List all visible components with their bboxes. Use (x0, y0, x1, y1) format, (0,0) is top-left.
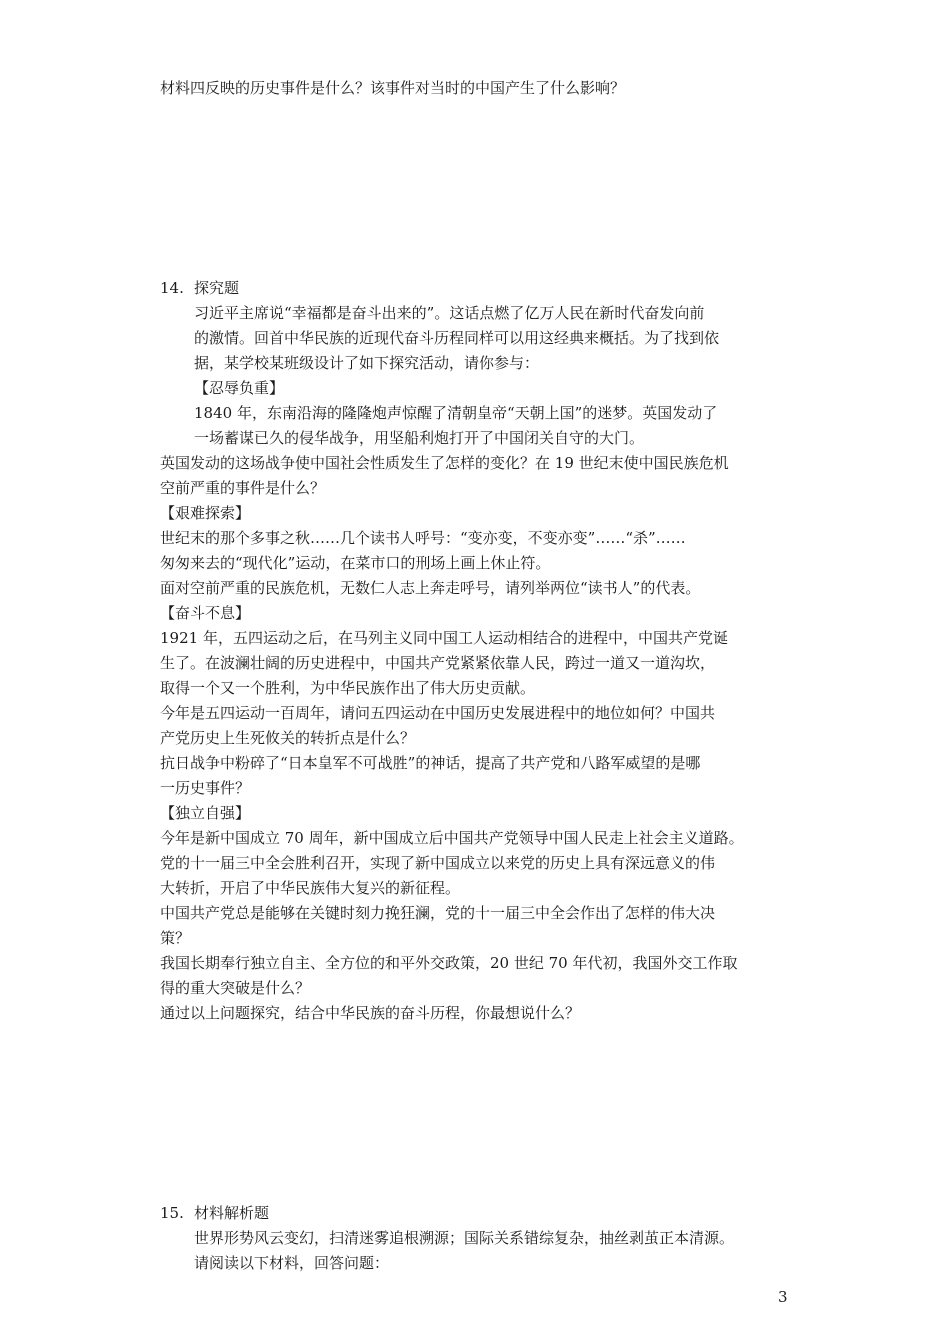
question-title-15: 材料解析题 (194, 1204, 270, 1222)
text-line: 取得一个又一个胜利，为中华民族作出了伟大历史贡献。 (160, 679, 536, 697)
text-line: 习近平主席说“幸福都是奋斗出来的”。这话点燃了亿万人民在新时代奋发向前 (194, 304, 705, 322)
text-line: 今年是新中国成立 70 周年，新中国成立后中国共产党领导中国人民走上社会主义道路。 (160, 829, 744, 847)
text-line: 材料四反映的历史事件是什么？该事件对当时的中国产生了什么影响？ (160, 79, 626, 97)
section-heading: 【艰难探索】 (160, 504, 251, 522)
text-line: 空前严重的事件是什么？ (160, 479, 326, 497)
text-line: 策？ (160, 929, 191, 947)
text-line: 世界形势风云变幻，扫清迷雾追根溯源；国际关系错综复杂，抽丝剥茧正本清源。 (194, 1229, 735, 1247)
text-line: 据，某学校某班级设计了如下探究活动，请你参与： (194, 354, 540, 372)
section-heading: 【忍辱负重】 (194, 379, 285, 397)
question-number-14: 14. (160, 279, 184, 297)
text-line: 的激情。回首中华民族的近现代奋斗历程同样可以用这经典来概括。为了找到依 (194, 329, 720, 347)
text-line: 请阅读以下材料，回答问题： (194, 1254, 390, 1272)
text-line: 大转折，开启了中华民族伟大复兴的新征程。 (160, 879, 461, 897)
text-line: 1921 年，五四运动之后，在马列主义同中国工人运动相结合的进程中，中国共产党诞 (160, 629, 728, 647)
text-line: 一历史事件？ (160, 779, 251, 797)
section-heading: 【独立自强】 (160, 804, 251, 822)
text-line: 通过以上问题探究，结合中华民族的奋斗历程，你最想说什么？ (160, 1004, 581, 1022)
section-heading: 【奋斗不息】 (160, 604, 251, 622)
text-line: 中国共产党总是能够在关键时刻力挽狂澜，党的十一届三中全会作出了怎样的伟大决 (160, 904, 716, 922)
question-number-15: 15. (160, 1204, 184, 1222)
text-line: 我国长期奉行独立自主、全方位的和平外交政策，20 世纪 70 年代初，我国外交工作取 (160, 954, 738, 972)
text-line: 1840 年，东南沿海的隆隆炮声惊醒了清朝皇帝“天朝上国”的迷梦。英国发动了 (194, 404, 718, 422)
text-line: 匆匆来去的“现代化”运动，在菜市口的刑场上画上休止符。 (160, 554, 551, 572)
text-line: 生了。在波澜壮阔的历史进程中，中国共产党紧紧依靠人民，跨过一道又一道沟坎， (160, 654, 716, 672)
question-title-14: 探究题 (194, 279, 240, 297)
text-line: 面对空前严重的民族危机，无数仁人志上奔走呼号，请列举两位“读书人”的代表。 (160, 579, 701, 597)
text-line: 产党历史上生死攸关的转折点是什么？ (160, 729, 416, 747)
text-line: 一场蓄谋已久的侵华战争，用坚船利炮打开了中国闭关自守的大门。 (194, 429, 645, 447)
text-line: 英国发动的这场战争使中国社会性质发生了怎样的变化？在 19 世纪末使中国民族危机 (160, 454, 729, 472)
text-line: 世纪末的那个多事之秋……几个读书人呼号：“变亦变，不变亦变”……“杀”…… (160, 529, 686, 547)
page-number: 3 (778, 1288, 788, 1306)
text-line: 今年是五四运动一百周年，请问五四运动在中国历史发展进程中的地位如何？中国共 (160, 704, 716, 722)
text-line: 抗日战争中粉碎了“日本皇军不可战胜”的神话，提高了共产党和八路军威望的是哪 (160, 754, 701, 772)
text-line: 得的重大突破是什么？ (160, 979, 311, 997)
text-line: 党的十一届三中全会胜利召开，实现了新中国成立以来党的历史上具有深远意义的伟 (160, 854, 716, 872)
